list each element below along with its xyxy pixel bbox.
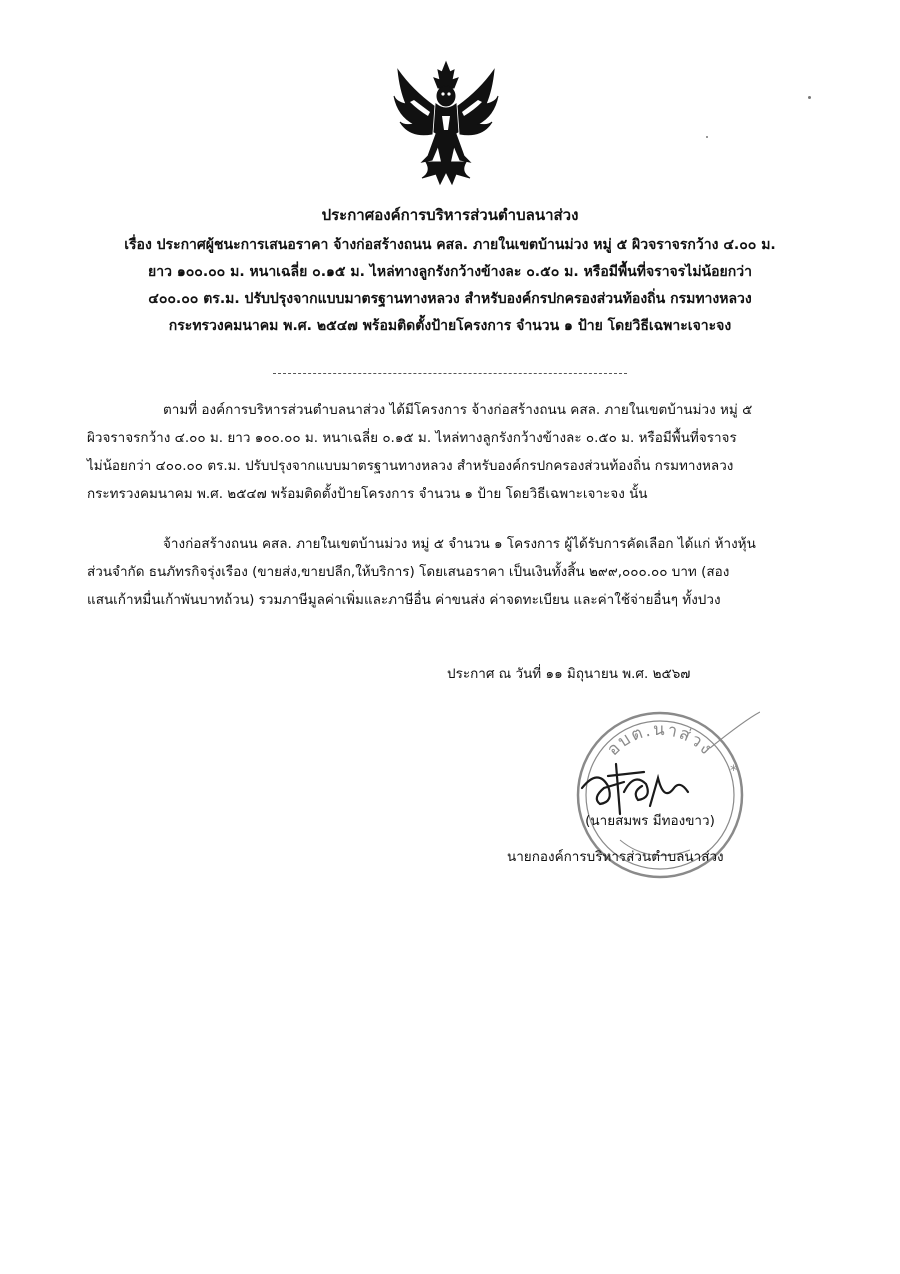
paragraph-line: ส่วนจำกัด ธนภัทรกิจรุ่งเรือง (ขายส่ง,ขายปลีก,ให้บริการ) โดยเสนอราคา เป็นเงินทั้งสิ้น ๒๙๙,๐๐๐.๐๐ บาท (สอง bbox=[87, 564, 730, 580]
signer-position: นายกองค์การบริหารส่วนตำบลนาส่วง bbox=[507, 849, 724, 865]
paragraph-line: กระทรวงคมนาคม พ.ศ. ๒๕๔๗ พร้อมติดตั้งป้ายโครงการ จำนวน ๑ ป้าย โดยวิธีเฉพาะเจาะจง นั้น bbox=[87, 486, 648, 502]
scan-speck bbox=[808, 96, 811, 99]
subject-line: กระทรวงคมนาคม พ.ศ. ๒๕๔๗ พร้อมติดตั้งป้ายโครงการ จำนวน ๑ ป้าย โดยวิธีเฉพาะเจาะจง bbox=[168, 318, 732, 334]
paragraph-project bbox=[87, 396, 817, 508]
announcement-title: ประกาศองค์การบริหารส่วนตำบลนาส่วง bbox=[321, 206, 579, 224]
separator-line bbox=[273, 373, 627, 374]
paragraph-line: จ้างก่อสร้างถนน คสล. ภายในเขตบ้านม่วง หมู่ ๕ จำนวน ๑ โครงการ ผู้ได้รับการคัดเลือก ได้แก่ ห้างหุ้น bbox=[163, 536, 756, 552]
subject-line: เรื่อง ประกาศผู้ชนะการเสนอราคา จ้างก่อสร้างถนน คสล. ภายในเขตบ้านม่วง หมู่ ๕ ผิวจราจรกว้าง ๔.๐๐ ม. bbox=[124, 237, 776, 253]
announcement-date: ประกาศ ณ วันที่ ๑๑ มิถุนายน พ.ศ. ๒๕๖๗ bbox=[447, 666, 691, 682]
signer-name: (นายสมพร มีทองขาว) bbox=[585, 813, 715, 829]
paragraph-line: ตามที่ องค์การบริหารส่วนตำบลนาส่วง ได้มีโครงการ จ้างก่อสร้างถนน คสล. ภายในเขตบ้านม่วง หมู่ ๕ bbox=[163, 402, 753, 418]
paragraph-line: ผิวจราจรกว้าง ๔.๐๐ ม. ยาว ๑๐๐.๐๐ ม. หนาเฉลี่ย ๐.๑๕ ม. ไหล่ทางลูกรังกว้างข้างละ ๐.๕๐ ม. หรือมีพื้นที่จราจร bbox=[87, 430, 737, 446]
svg-text:*: * bbox=[730, 763, 737, 779]
subject-line: ยาว ๑๐๐.๐๐ ม. หนาเฉลี่ย ๐.๑๕ ม. ไหล่ทางลูกรังกว้างข้างละ ๐.๕๐ ม. หรือมีพื้นที่จราจรไม่น้อยกว่า bbox=[148, 264, 752, 280]
paragraph-line: ไม่น้อยกว่า ๔๐๐.๐๐ ตร.ม. ปรับปรุงจากแบบมาตรฐานทางหลวง สำหรับองค์กรปกครองส่วนท้องถิ่น กรมทางหลวง bbox=[87, 458, 734, 474]
paragraph-line: แสนเก้าหมื่นเก้าพันบาทถ้วน) รวมภาษีมูลค่าเพิ่มและภาษีอื่น ค่าขนส่ง ค่าจดทะเบียน และค่าใช้จ่ายอื่นๆ ทั้งปวง bbox=[87, 592, 721, 608]
svg-text:อบต.นาส่วง bbox=[603, 720, 717, 760]
stamp-text: อบต.นาส่วง bbox=[603, 719, 717, 760]
subject-line: ๔๐๐.๐๐ ตร.ม. ปรับปรุงจากแบบมาตรฐานทางหลวง สำหรับองค์กรปกครองส่วนท้องถิ่น กรมทางหลวง bbox=[148, 291, 752, 307]
announcement-subject bbox=[80, 232, 820, 340]
garuda-emblem-icon bbox=[392, 60, 500, 190]
scan-speck bbox=[706, 136, 708, 138]
paragraph-winner bbox=[87, 530, 817, 614]
